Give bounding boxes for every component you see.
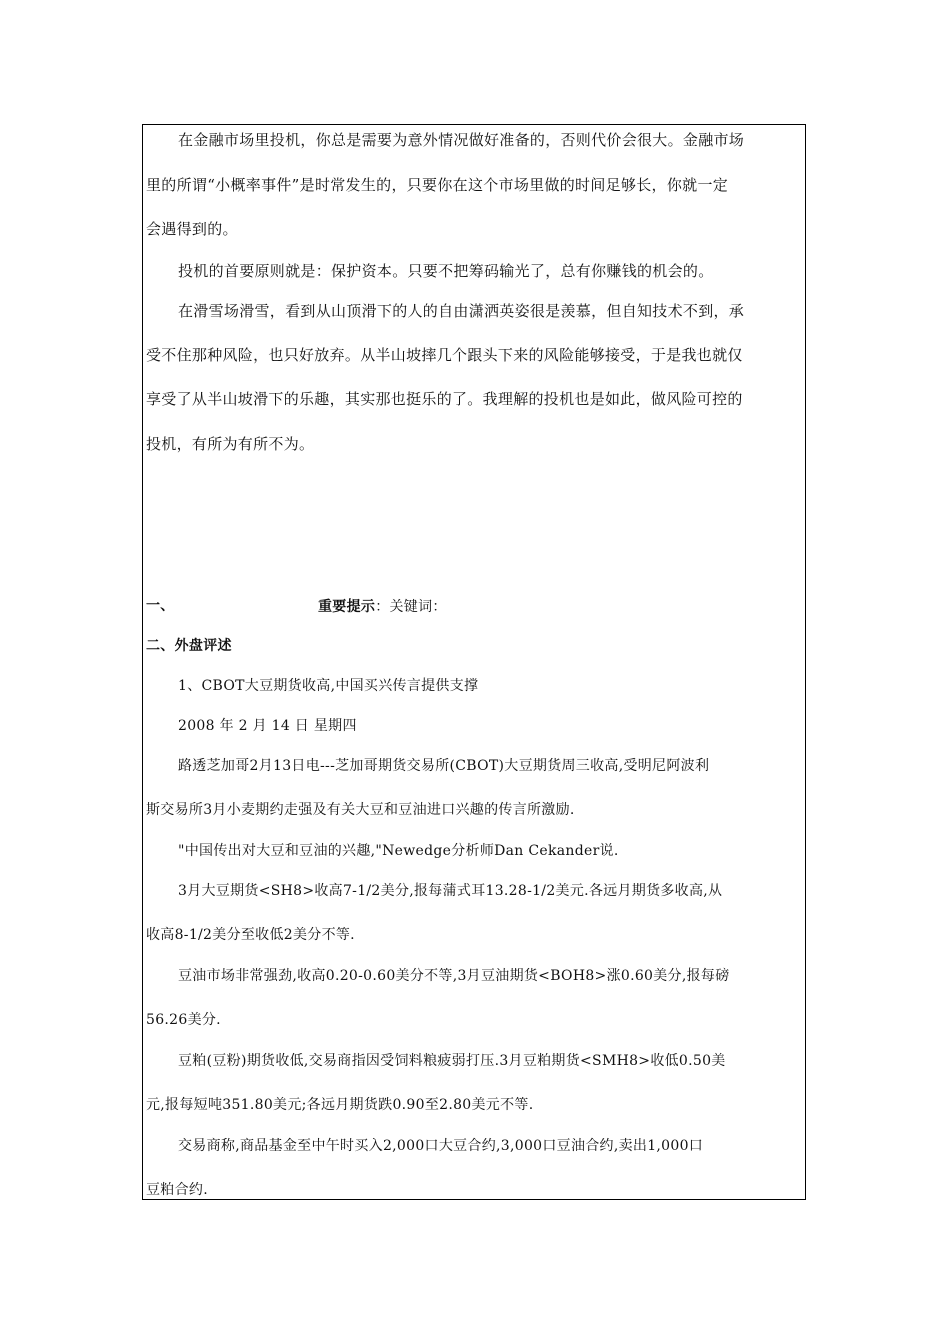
article-headline: 1、CBOT大豆期货收高,中国买兴传言提供支撑 <box>178 678 479 694</box>
article-p3-line2: 收高8-1/2美分至收低2美分不等. <box>146 927 355 943</box>
intro-p3-line3: 享受了从半山坡滑下的乐趣，其实那也挺乐的了。我理解的投机也是如此，做风险可控的 <box>146 390 743 408</box>
content-frame <box>142 124 806 1200</box>
article-p6-line1: 交易商称,商品基金至中午时买入2,000口大豆合约,3,000口豆油合约,卖出1,000口 <box>178 1138 704 1154</box>
article-p1-line1: 路透芝加哥2月13日电---芝加哥期货交易所(CBOT)大豆期货周三收高,受明尼阿波利 <box>178 758 710 774</box>
article-p1-line2: 斯交易所3月小麦期约走强及有关大豆和豆油进口兴趣的传言所激励. <box>146 802 575 818</box>
intro-p1-line2: 里的所谓“小概率事件”是时常发生的，只要你在这个市场里做的时间足够长，你就一定 <box>146 176 729 194</box>
article-p5-line1: 豆粕(豆粉)期货收低,交易商指因受饲料粮疲弱打压.3月豆粕期货<SMH8>收低0.50美 <box>178 1053 726 1069</box>
section1-title: 重要提示 <box>318 599 376 615</box>
intro-p1-line1: 在金融市场里投机，你总是需要为意外情况做好准备的，否则代价会很大。金融市场 <box>178 131 745 149</box>
article-p5-line2: 元,报每短吨351.80美元;各远月期货跌0.90至2.80美元不等. <box>146 1097 534 1113</box>
intro-p2-line1: 投机的首要原则就是：保护资本。只要不把筹码输光了，总有你赚钱的机会的。 <box>178 262 714 280</box>
article-p3-line1: 3月大豆期货<SH8>收高7-1/2美分,报每蒲式耳13.28-1/2美元.各远月期货多收高,从 <box>178 883 723 899</box>
article-p4-line2: 56.26美分. <box>146 1012 221 1028</box>
article-date: 2008 年 2 月 14 日 星期四 <box>178 718 357 734</box>
section1-title-row <box>318 596 618 617</box>
intro-p3-line2: 受不住那种风险，也只好放弃。从半山坡摔几个跟头下来的风险能够接受，于是我也就仅 <box>146 346 743 364</box>
section1-keywords: ：关键词： <box>375 599 447 615</box>
article-p2-line1: "中国传出对大豆和豆油的兴趣,"Newedge分析师Dan Cekander说. <box>178 843 619 859</box>
intro-p3-line4: 投机，有所为有所不为。 <box>146 435 315 453</box>
article-p4-line1: 豆油市场非常强劲,收高0.20-0.60美分不等,3月豆油期货<BOH8>涨0.60美分,报每磅 <box>178 968 730 984</box>
section2-title: 二、外盘评述 <box>146 638 232 654</box>
intro-p1-line3: 会遇得到的。 <box>146 220 238 238</box>
section1-number: 一、 <box>146 598 175 614</box>
intro-p3-line1: 在滑雪场滑雪，看到从山顶滑下的人的自由潇洒英姿很是羡慕，但自知技术不到，承 <box>178 302 745 320</box>
article-p6-line2: 豆粕合约. <box>146 1182 208 1198</box>
